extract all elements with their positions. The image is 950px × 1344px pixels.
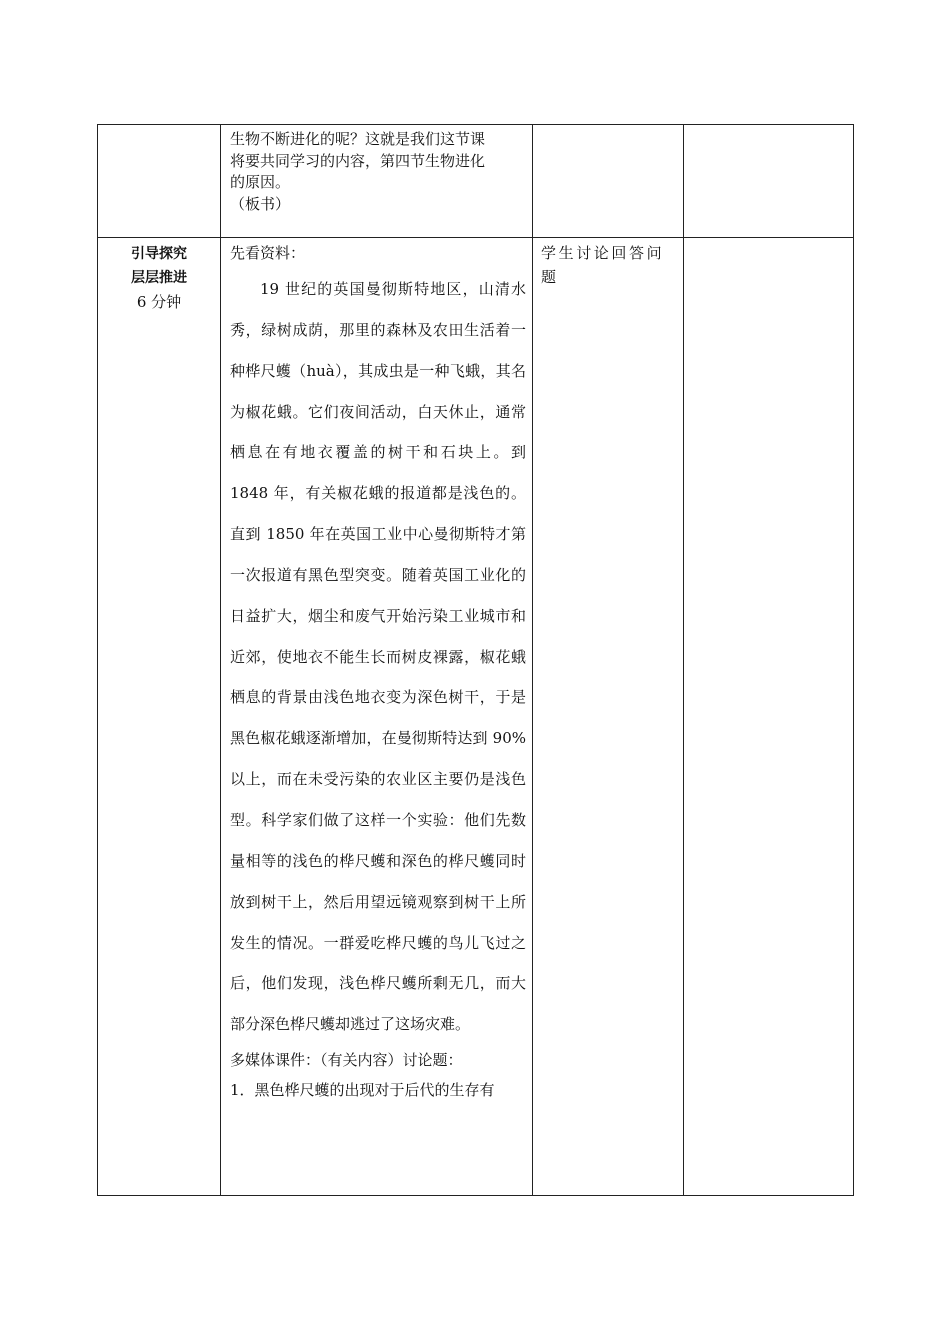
- content-line: 的原因。: [230, 173, 291, 191]
- student-activity-cell: [533, 238, 684, 1196]
- student-activity-text: 学生讨论回答问题: [541, 244, 665, 286]
- content-line: （板书）: [230, 194, 291, 213]
- reading-passage: 19 世纪的英国曼彻斯特地区，山清水秀，绿树成荫，那里的森林及农田生活着一种桦尺蠖（huà），其成虫是一种飞蛾，其名为椒花蛾。它们夜间活动，白天休止，通常栖息在有地衣覆盖的树干和石块上。到 1848 年，有关椒花蛾的报道都是浅色的。直到 1850 年在英国工业中心曼彻斯特才第一次报道有黑色型突变。随着英国工业化的日益扩大，烟尘和废气开始污染工业城市和近郊，使地衣不能生长而树皮裸露，椒花蛾栖息的背景由浅色地衣变为深色树干，于是黑色椒花蛾逐渐增加，在曼彻斯特达到 90%以上，而在未受污染的农业区主要仍是浅色型。科学家们做了这样一个实验：他们先数量相等的浅色的桦尺蠖和深色的桦尺蠖同时放到树干上，然后用望远镜观察到树干上所发生的情况。一群爱吃桦尺蠖的鸟儿飞过之后，他们发现，浅色桦尺蠖所剩无几，而大部分深色桦尺蠖却逃过了这场灾难。: [230, 280, 526, 1034]
- content-line: 生物不断进化的呢？这就是我们这节课: [230, 130, 486, 148]
- question-1: 1．黑色桦尺蠖的出现对于后代的生存有: [230, 1081, 495, 1100]
- multimedia-line: 多媒体课件：（有关内容）讨论题：: [230, 1051, 463, 1070]
- notes-cell: [684, 125, 854, 238]
- lead-text: 先看资料：: [230, 244, 306, 262]
- lesson-plan-table: [97, 124, 854, 1196]
- notes-cell: [684, 238, 854, 1196]
- table-row: [98, 238, 854, 1196]
- teacher-activity-cell: [221, 125, 533, 238]
- student-activity-cell: [533, 125, 684, 238]
- stage-cell: [98, 238, 221, 1196]
- stage-title: 引导探究: [131, 246, 187, 262]
- stage-cell: [98, 125, 221, 238]
- content-line: 将要共同学习的内容，第四节生物进化: [230, 151, 486, 170]
- teacher-activity-cell: [221, 238, 533, 1196]
- stage-title: 层层推进: [131, 270, 187, 286]
- stage-time: 6 分钟: [136, 293, 182, 311]
- table-row: [98, 125, 854, 238]
